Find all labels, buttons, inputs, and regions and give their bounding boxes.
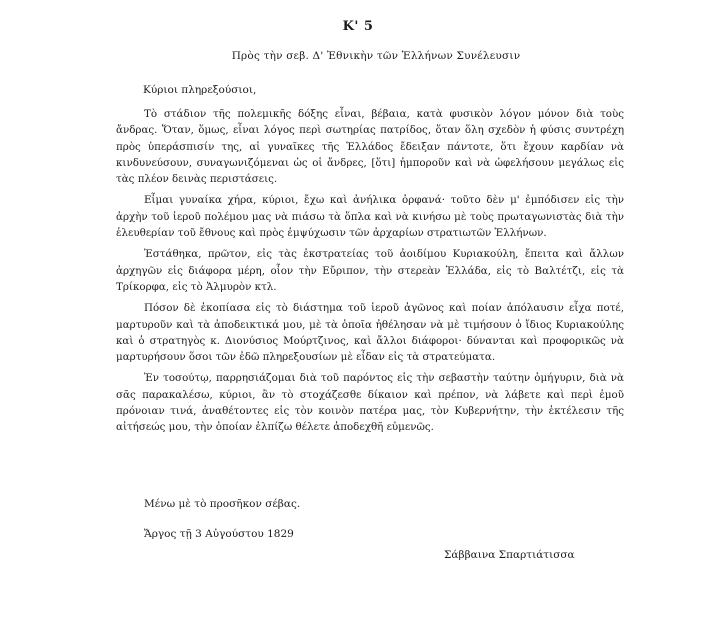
place-date: Ἄργος τῇ 3 Αὐγούστου 1829 [144, 528, 294, 540]
paragraph-5: Ἐν τοσούτῳ, παρρησιάζομαι διὰ τοῦ παρόντος εἰς τὴν σεβαστὴν ταύτην ὁμήγυριν, διὰ νὰ σᾶς παρακαλέσω, κύριοι, ἂν τὸ στοχάζεσθε δίκαιον καὶ πρέπον, νὰ λάβετε καὶ περὶ ἐμοῦ πρόνοιαν τινά, ἀναθέτοντες εἰς τὸν κοινὸν πατέρα μας, τὸν Κυβερνήτην, τὴν ἐκτέλεσιν τῆς αἰτήσεώς μου, τὴν ὁποίαν ἐλπίζω θέλετε ἀποδεχθῆ εὐμενῶς. [116, 372, 624, 434]
paragraph-4: Πόσον δὲ ἐκοπίασα εἰς τὸ διάστημα τοῦ ἱεροῦ ἀγῶνος καὶ ποίαν ἀπόλαυσιν εἶχα ποτέ, μαρτυροῦν καὶ τὰ ἀποδεικτικά μου, μὲ τὰ ὁποῖα ἠθέλησαν νὰ μὲ τιμήσουν ὁ ἴδιος Κυριακούλης καὶ ὁ στρατηγὸς κ. Διονύσιος Μούρτζινος, καὶ ἄλλοι διάφοροι· δύνανται καὶ προφορικῶς νὰ μαρτυρήσουν ὅσοι τῶν ἐδῶ πληρεξουσίων μὲ εἶδαν εἰς τὰ στρατεύματα. [116, 302, 624, 364]
salutation: Κύριοι πληρεξούσιοι, [143, 84, 257, 96]
paragraph-3: Ἐστάθηκα, πρῶτον, εἰς τὰς ἐκστρατείας τοῦ ἀοιδίμου Κυριακούλη, ἔπειτα καὶ ἄλλων ἀρχηγῶν εἰς διάφορα μέρη, οἷον τὴν Εὔριπον, τὴν στερεὰν Ἑλλάδα, εἰς τὸ Βαλτέτζι, εἰς τὰ Τρίκορφα, εἰς τὸ Ἁλμυρὸν κτλ. [116, 248, 624, 293]
paragraph-2: Εἶμαι γυναίκα χήρα, κύριοι, ἔχω καὶ ἀνήλικα ὀρφανά· τοῦτο δὲν μ' ἐμπόδισεν εἰς τὴν ἀρχὴν τοῦ ἱεροῦ πολέμου μας νὰ πιάσω τὰ ὅπλα καὶ νὰ κινήσω μὲ τοὺς πρωταγωνιστὰς διὰ τὴν ἐλευθερίαν τοῦ ἔθνους καὶ πρὸς ἐμψύχωσιν τῶν ἀρχαρίων στρατιωτῶν Ἑλλήνων. [116, 194, 624, 240]
paragraph-1: Τὸ στάδιον τῆς πολεμικῆς δόξης εἶναι, βέβαια, κατὰ φυσικὸν λόγον μόνον διὰ τοὺς ἄνδρας. Ὅταν, ὅμως, εἶναι λόγος περὶ σωτηρίας πατρίδος, ὅταν ὅλη σχεδὸν ἡ φύσις συντρέχη πρὸς ὑπεράσπισίν της, αἱ γυναῖκες τῆς Ἑλλάδος ἔδειξαν πάντοτε, ὅτι ἔχουν καρδίαν νὰ κινδυνεύσουν, συναγωνιζόμεναι ὡς οἱ ἄνδρες, [ὅτι] ἠμποροῦν καὶ νὰ ὠφελήσουν μεγάλως εἰς τὰς πλέον δεινὰς περιστάσεις. [116, 108, 624, 186]
document-number: Κ' 5 [342, 19, 374, 34]
letter-body [116, 106, 624, 441]
document-heading: Πρὸς τὴν σεβ. Δ' Ἐθνικὴν τῶν Ἑλλήνων Συνέλευσιν [231, 50, 521, 62]
signature: Σάββαινα Σπαρτιάτισσα [444, 549, 575, 561]
closing-line: Μένω μὲ τὸ προσῆκον σέβας. [144, 498, 301, 510]
